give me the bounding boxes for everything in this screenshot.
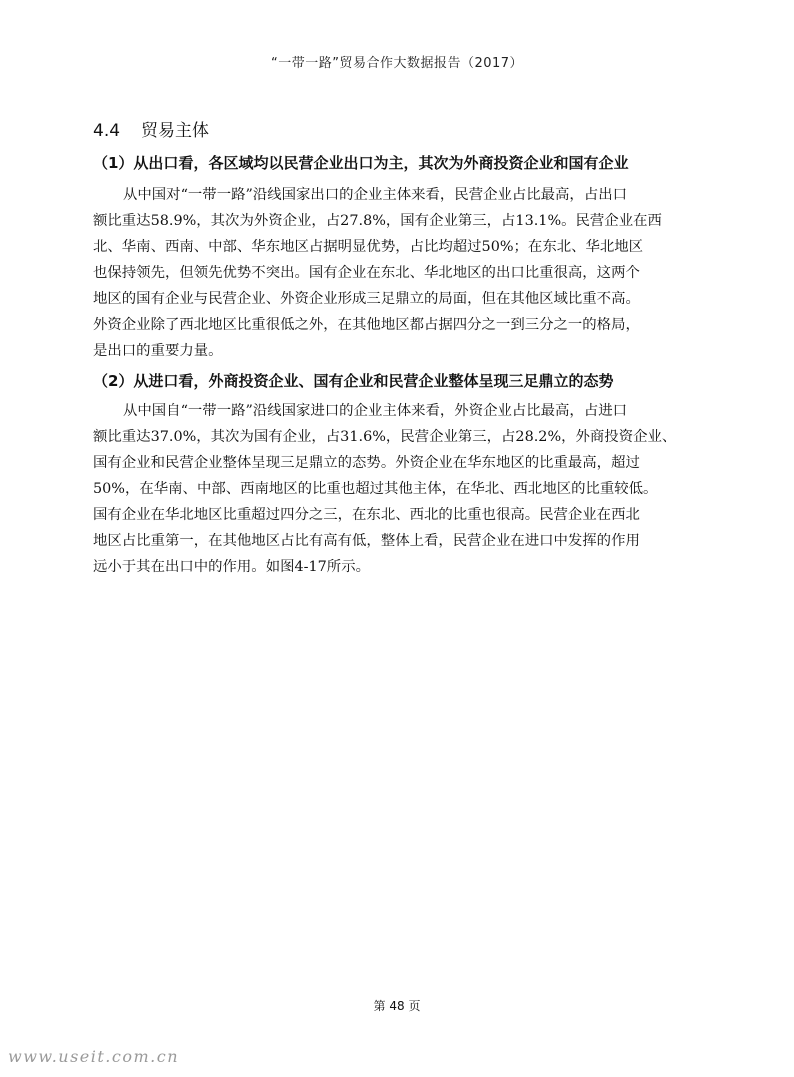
paragraph-line: 从中国对“一带一路”沿线国家出口的企业主体来看，民营企业占比最高，占出口 (123, 187, 627, 203)
running-header: “一带一路”贸易合作大数据报告（2017） (270, 56, 524, 71)
paragraph-line: 也保持领先，但领先优势不突出。国有企业在东北、华北地区的出口比重很高，这两个 (93, 265, 640, 281)
subsection-heading-export: （1）从出口看，各区域均以民营企业出口为主，其次为外商投资企业和国有企业 (93, 154, 629, 172)
subsection-heading-import: （2）从进口看，外商投资企业、国有企业和民营企业整体呈现三足鼎立的态势 (93, 372, 614, 390)
paragraph-line: 地区的国有企业与民营企业、外资企业形成三足鼎立的局面，但在其他区域比重不高。 (93, 291, 640, 307)
paragraph-line: 是出口的重要力量。 (93, 343, 223, 359)
page-number: 第 48 页 (373, 999, 421, 1013)
section-title: 贸易主体 (141, 121, 209, 141)
paragraph-import (93, 398, 703, 580)
paragraph-line: 国有企业在华北地区比重超过四分之三，在东北、西北的比重也很高。民营企业在西北 (93, 507, 640, 523)
watermark: www.useit.com.cn (8, 1047, 180, 1066)
paragraph-line: 北、华南、西南、中部、华东地区占据明显优势，占比均超过50%；在东北、华北地区 (93, 239, 644, 255)
paragraph-export (93, 182, 703, 364)
paragraph-line: 从中国自“一带一路”沿线国家进口的企业主体来看，外资企业占比最高，占进口 (123, 403, 627, 419)
paragraph-line: 外资企业除了西北地区比重很低之外，在其他地区都占据四分之一到三分之一的格局， (93, 317, 640, 333)
paragraph-line: 远小于其在出口中的作用。如图4-17所示。 (93, 559, 370, 575)
paragraph-line: 国有企业和民营企业整体呈现三足鼎立的态势。外资企业在华东地区的比重最高，超过 (93, 455, 640, 471)
paragraph-line: 额比重达37.0%，其次为国有企业，占31.6%，民营企业第三，占28.2%，外商投资企业、 (93, 429, 677, 445)
section-heading (93, 116, 209, 141)
section-number: 4.4 (93, 121, 121, 141)
paragraph-line: 地区占比重第一，在其他地区占比有高有低，整体上看，民营企业在进口中发挥的作用 (93, 533, 640, 549)
paragraph-line: 额比重达58.9%，其次为外资企业，占27.8%，国有企业第三，占13.1%。民营企业在西 (93, 213, 662, 229)
paragraph-line: 50%，在华南、中部、西南地区的比重也超过其他主体，在华北、西北地区的比重较低。 (93, 481, 658, 497)
